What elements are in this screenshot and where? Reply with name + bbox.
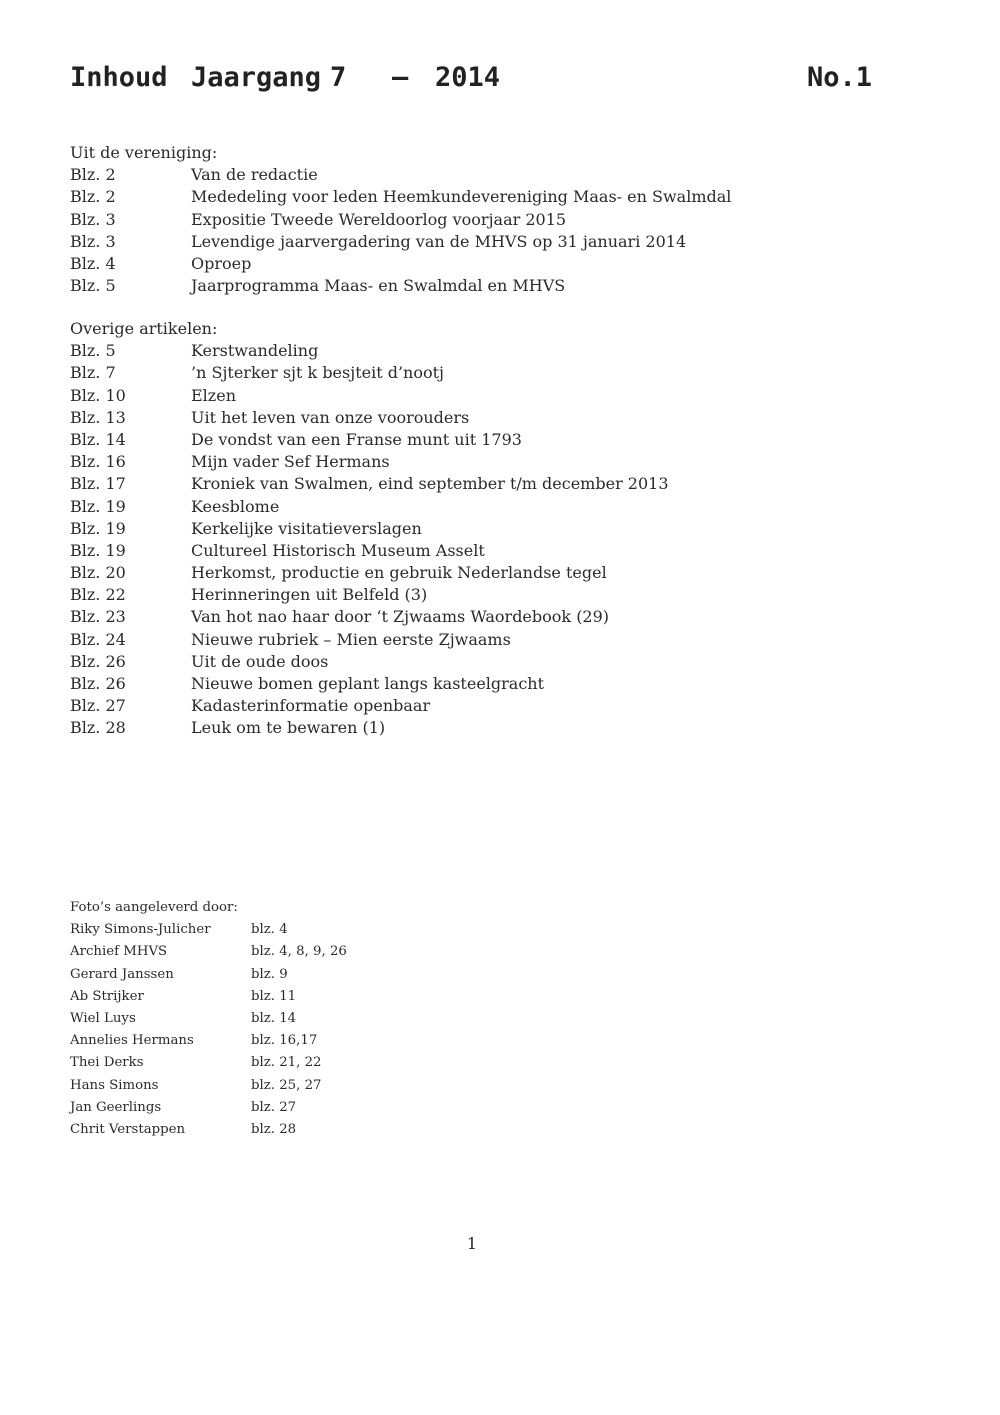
credit-name: Jan Geerlings [70,1099,162,1115]
toc-page-ref: Blz. 22 [70,585,126,605]
toc-article-title: Herkomst, productie en gebruik Nederlandse tegel [191,563,607,583]
toc-page-ref: Blz. 28 [70,718,126,738]
toc-article-title: Oproep [191,253,252,273]
credit-row [70,1030,490,1052]
toc-article-title: Mededeling voor leden Heemkundevereniging Maas- en Swalmdal [191,187,732,207]
toc-article-title: Leuk om te bewaren (1) [191,718,386,738]
toc-article-title: Mijn vader Sef Hermans [191,452,390,472]
toc-row [70,629,790,651]
toc-page-ref: Blz. 19 [70,496,126,516]
toc-row [70,540,790,562]
toc-row [70,673,790,695]
credit-name: Archief MHVS [70,944,168,960]
credit-row [70,1075,490,1097]
page-header [70,62,872,106]
credit-pages: blz. 28 [251,1121,297,1137]
toc-page-ref: Blz. 3 [70,209,116,229]
toc-article-title: Van de redactie [191,165,318,185]
toc-row [70,186,790,208]
toc-article-title: Uit de oude doos [191,651,329,671]
toc-row [70,385,790,407]
toc-row [70,407,790,429]
toc-article-title: Nieuwe rubriek – Mien eerste Zjwaams [191,629,511,649]
toc-row [70,231,790,253]
toc-article-title: Jaarprogramma Maas- en Swalmdal en MHVS [191,276,566,296]
credit-pages: blz. 25, 27 [251,1077,322,1093]
toc-page-ref: Blz. 19 [70,518,126,538]
toc-article-title: Kadasterinformatie openbaar [191,696,431,716]
section-vereniging [70,142,790,297]
toc-article-title: Elzen [191,385,236,405]
toc-row [70,362,790,384]
credit-name: Thei Derks [70,1055,144,1071]
toc-row [70,717,790,739]
toc-row [70,473,790,495]
toc-page-ref: Blz. 2 [70,165,116,185]
toc-page-ref: Blz. 20 [70,563,126,583]
credit-name: Hans Simons [70,1077,159,1093]
toc-page-ref: Blz. 3 [70,231,116,251]
toc-page-ref: Blz. 13 [70,407,126,427]
toc-row [70,606,790,628]
toc-page-ref: Blz. 4 [70,253,116,273]
header-year: 2014 [435,62,501,93]
credit-pages: blz. 27 [251,1099,297,1115]
toc-list [70,340,790,739]
toc-row [70,275,790,297]
credit-row [70,919,490,941]
toc-article-title: Uit het leven van onze voorouders [191,407,470,427]
credit-row [70,1097,490,1119]
credit-row [70,964,490,986]
toc-row [70,695,790,717]
toc-row [70,340,790,362]
toc-page-ref: Blz. 7 [70,363,116,383]
header-jaargang: Jaargang [191,62,322,93]
header-volume: 7 [330,62,347,93]
credit-row [70,941,490,963]
credit-pages: blz. 21, 22 [251,1055,322,1071]
section-artikelen [70,318,790,740]
toc-page-ref: Blz. 17 [70,474,126,494]
credit-pages: blz. 11 [251,988,297,1004]
toc-article-title: Kroniek van Swalmen, eind september t/m december 2013 [191,474,669,494]
toc-row [70,164,790,186]
toc-page-ref: Blz. 27 [70,696,126,716]
toc-row [70,496,790,518]
credits-title: Foto’s aangeleverd door: [70,900,238,915]
toc-article-title: Kerkelijke visitatieverslagen [191,518,422,538]
toc-page-ref: Blz. 5 [70,341,116,361]
credit-pages: blz. 16,17 [251,1033,318,1049]
credit-pages: blz. 9 [251,966,288,982]
toc-row [70,451,790,473]
toc-page-ref: Blz. 16 [70,452,126,472]
toc-page-ref: Blz. 26 [70,674,126,693]
toc-page-ref: Blz. 19 [70,540,126,560]
credit-pages: blz. 4 [251,922,288,938]
credit-name: Wiel Luys [70,1010,136,1026]
section-title: Uit de vereniging: [70,143,218,162]
toc-article-title: Van hot nao haar door ‘t Zjwaams Waordebook (29) [191,607,610,627]
toc-article-title: Cultureel Historisch Museum Asselt [191,540,485,560]
header-dash: – [392,62,409,93]
credit-name: Chrit Verstappen [70,1121,186,1137]
credit-pages: blz. 14 [251,1010,297,1026]
credit-row [70,986,490,1008]
credit-name: Annelies Hermans [70,1033,194,1049]
credit-name: Riky Simons-Julicher [70,922,211,938]
toc-row [70,518,790,540]
toc-row [70,651,790,673]
toc-row [70,562,790,584]
header-inhoud: Inhoud [70,62,168,93]
toc-page-ref: Blz. 24 [70,629,126,649]
credit-name: Gerard Janssen [70,966,174,982]
toc-article-title: De vondst van een Franse munt uit 1793 [191,429,522,449]
toc-list [70,164,790,297]
header-issue: No.1 [806,62,872,93]
page-number: 1 [466,1234,478,1253]
credit-pages: blz. 4, 8, 9, 26 [251,944,347,960]
credit-row [70,1119,490,1141]
toc-article-title: Levendige jaarvergadering van de MHVS op 31 januari 2014 [191,231,687,251]
toc-row [70,429,790,451]
credits-list [70,919,490,1141]
toc-page-ref: Blz. 23 [70,607,126,627]
toc-article-title: Herinneringen uit Belfeld (3) [191,585,428,605]
credit-name: Ab Strijker [70,988,144,1004]
toc-article-title: Kerstwandeling [191,341,319,361]
toc-row [70,584,790,606]
toc-page-ref: Blz. 5 [70,276,116,296]
toc-page-ref: Blz. 2 [70,187,116,207]
toc-row [70,209,790,231]
toc-page-ref: Blz. 26 [70,651,126,671]
photo-credits [70,897,490,1141]
section-title: Overige artikelen: [70,319,218,338]
credit-row [70,1008,490,1030]
toc-page-ref: Blz. 10 [70,385,126,405]
toc-row [70,253,790,275]
toc-article-title: Nieuwe bomen geplant langs kasteelgracht [191,674,545,693]
toc-article-title: Expositie Tweede Wereldoorlog voorjaar 2015 [191,209,567,229]
toc-page-ref: Blz. 14 [70,429,126,449]
toc-article-title: Keesblome [191,496,280,516]
toc-article-title: ’n Sjterker sjt k besjteit d’nootj [191,363,445,383]
credit-row [70,1052,490,1074]
